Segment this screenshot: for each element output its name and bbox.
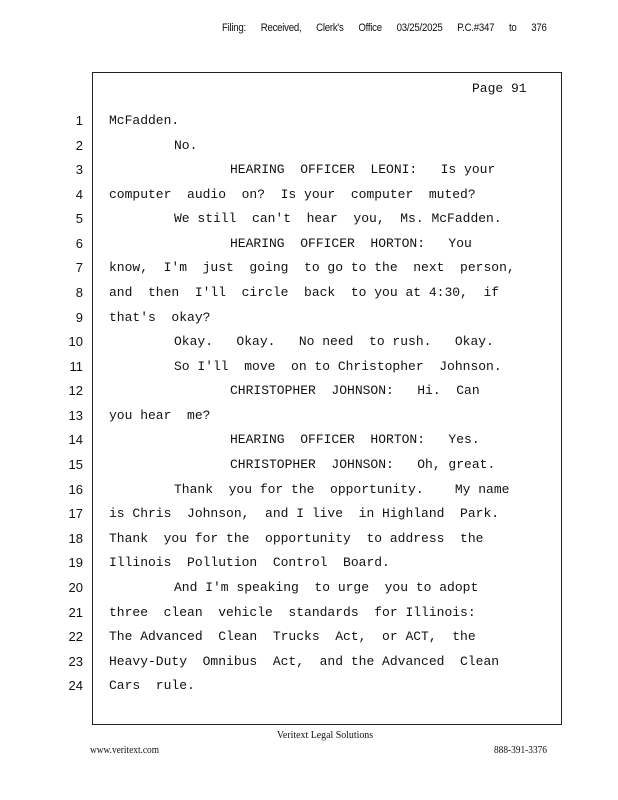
- filing-header: [222, 22, 559, 34]
- transcript-line: [0, 678, 618, 698]
- line-text: know, I'm just going to go to the next person,: [109, 260, 515, 275]
- line-text: CHRISTOPHER JOHNSON: Hi. Can: [230, 383, 480, 398]
- line-text: and then I'll circle back to you at 4:30, if: [109, 285, 500, 300]
- line-number: 5: [75, 211, 83, 226]
- transcript-line: [0, 187, 618, 207]
- transcript-line: [0, 383, 618, 403]
- received-label: Received,: [260, 22, 302, 34]
- transcript-line: [0, 580, 618, 600]
- transcript-line: [0, 654, 618, 674]
- line-number: 12: [68, 383, 83, 398]
- line-text: CHRISTOPHER JOHNSON: Oh, great.: [230, 457, 496, 472]
- line-text: HEARING OFFICER HORTON: You: [230, 236, 472, 251]
- line-number: 2: [75, 138, 83, 153]
- line-number: 20: [68, 580, 83, 595]
- page-number: Page 91: [472, 81, 527, 96]
- line-number: 22: [68, 629, 83, 644]
- line-number: 17: [68, 506, 83, 521]
- footer-website: www.veritext.com: [90, 744, 159, 756]
- transcript-line: [0, 138, 618, 158]
- line-number: 6: [75, 236, 83, 251]
- line-text: HEARING OFFICER LEONI: Is your: [230, 162, 496, 177]
- line-text: Okay. Okay. No need to rush. Okay.: [174, 334, 494, 349]
- transcript-line: [0, 260, 618, 280]
- transcript-line: [0, 555, 618, 575]
- transcript-line: [0, 211, 618, 231]
- line-number: 14: [68, 432, 83, 447]
- line-text: The Advanced Clean Trucks Act, or ACT, the: [109, 629, 476, 644]
- line-text: computer audio on? Is your computer muted?: [109, 187, 476, 202]
- line-text: McFadden.: [109, 113, 180, 128]
- line-text: Illinois Pollution Control Board.: [109, 555, 390, 570]
- line-number: 18: [68, 531, 83, 546]
- transcript-line: [0, 506, 618, 526]
- line-text: you hear me?: [109, 408, 211, 423]
- footer-company: Veritext Legal Solutions: [276, 729, 374, 741]
- line-number: 15: [68, 457, 83, 472]
- line-number: 21: [68, 605, 83, 620]
- line-number: 11: [69, 359, 83, 374]
- transcript-line: [0, 162, 618, 182]
- line-number: 23: [68, 654, 83, 669]
- filing-date: 03/25/2025: [396, 22, 443, 34]
- transcript-line: [0, 432, 618, 452]
- line-text: that's okay?: [109, 310, 211, 325]
- line-number: 24: [68, 678, 83, 693]
- line-number: 19: [68, 555, 83, 570]
- transcript-line: [0, 457, 618, 477]
- to-label: to: [508, 22, 517, 34]
- line-text: Thank you for the opportunity to address the: [109, 531, 484, 546]
- transcript-line: [0, 310, 618, 330]
- office-label: Office: [358, 22, 382, 34]
- line-text: Thank you for the opportunity. My name: [174, 482, 510, 497]
- line-text: No.: [174, 138, 198, 153]
- transcript-line: [0, 359, 618, 379]
- line-number: 4: [75, 187, 83, 202]
- line-text: HEARING OFFICER HORTON: Yes.: [230, 432, 480, 447]
- transcript-line: [0, 334, 618, 354]
- line-text: three clean vehicle standards for Illinois:: [109, 605, 476, 620]
- line-number: 13: [68, 408, 83, 423]
- transcript-line: [0, 113, 618, 133]
- line-number: 3: [75, 162, 83, 177]
- footer-phone: 888-391-3376: [494, 744, 547, 756]
- transcript-line: [0, 408, 618, 428]
- line-text: is Chris Johnson, and I live in Highland Park.: [109, 506, 500, 521]
- line-text: Heavy-Duty Omnibus Act, and the Advanced Clean: [109, 654, 500, 669]
- transcript-line: [0, 285, 618, 305]
- line-number: 8: [75, 285, 83, 300]
- line-text: Cars rule.: [109, 678, 195, 693]
- transcript-line: [0, 531, 618, 551]
- transcript-line: [0, 629, 618, 649]
- page-total: 376: [531, 22, 547, 34]
- line-number: 7: [75, 260, 83, 275]
- line-number: 9: [75, 310, 83, 325]
- transcript-line: [0, 482, 618, 502]
- line-text: We still can't hear you, Ms. McFadden.: [174, 211, 502, 226]
- filing-label: Filing:: [222, 22, 246, 34]
- line-number: 10: [68, 334, 83, 349]
- transcript-line: [0, 605, 618, 625]
- transcript-line: [0, 236, 618, 256]
- line-text: So I'll move on to Christopher Johnson.: [174, 359, 502, 374]
- line-text: And I'm speaking to urge you to adopt: [174, 580, 479, 595]
- clerks-label: Clerk's: [316, 22, 344, 34]
- line-number: 16: [68, 482, 83, 497]
- pc-number: P.C.#347: [457, 22, 495, 34]
- line-number: 1: [75, 113, 83, 128]
